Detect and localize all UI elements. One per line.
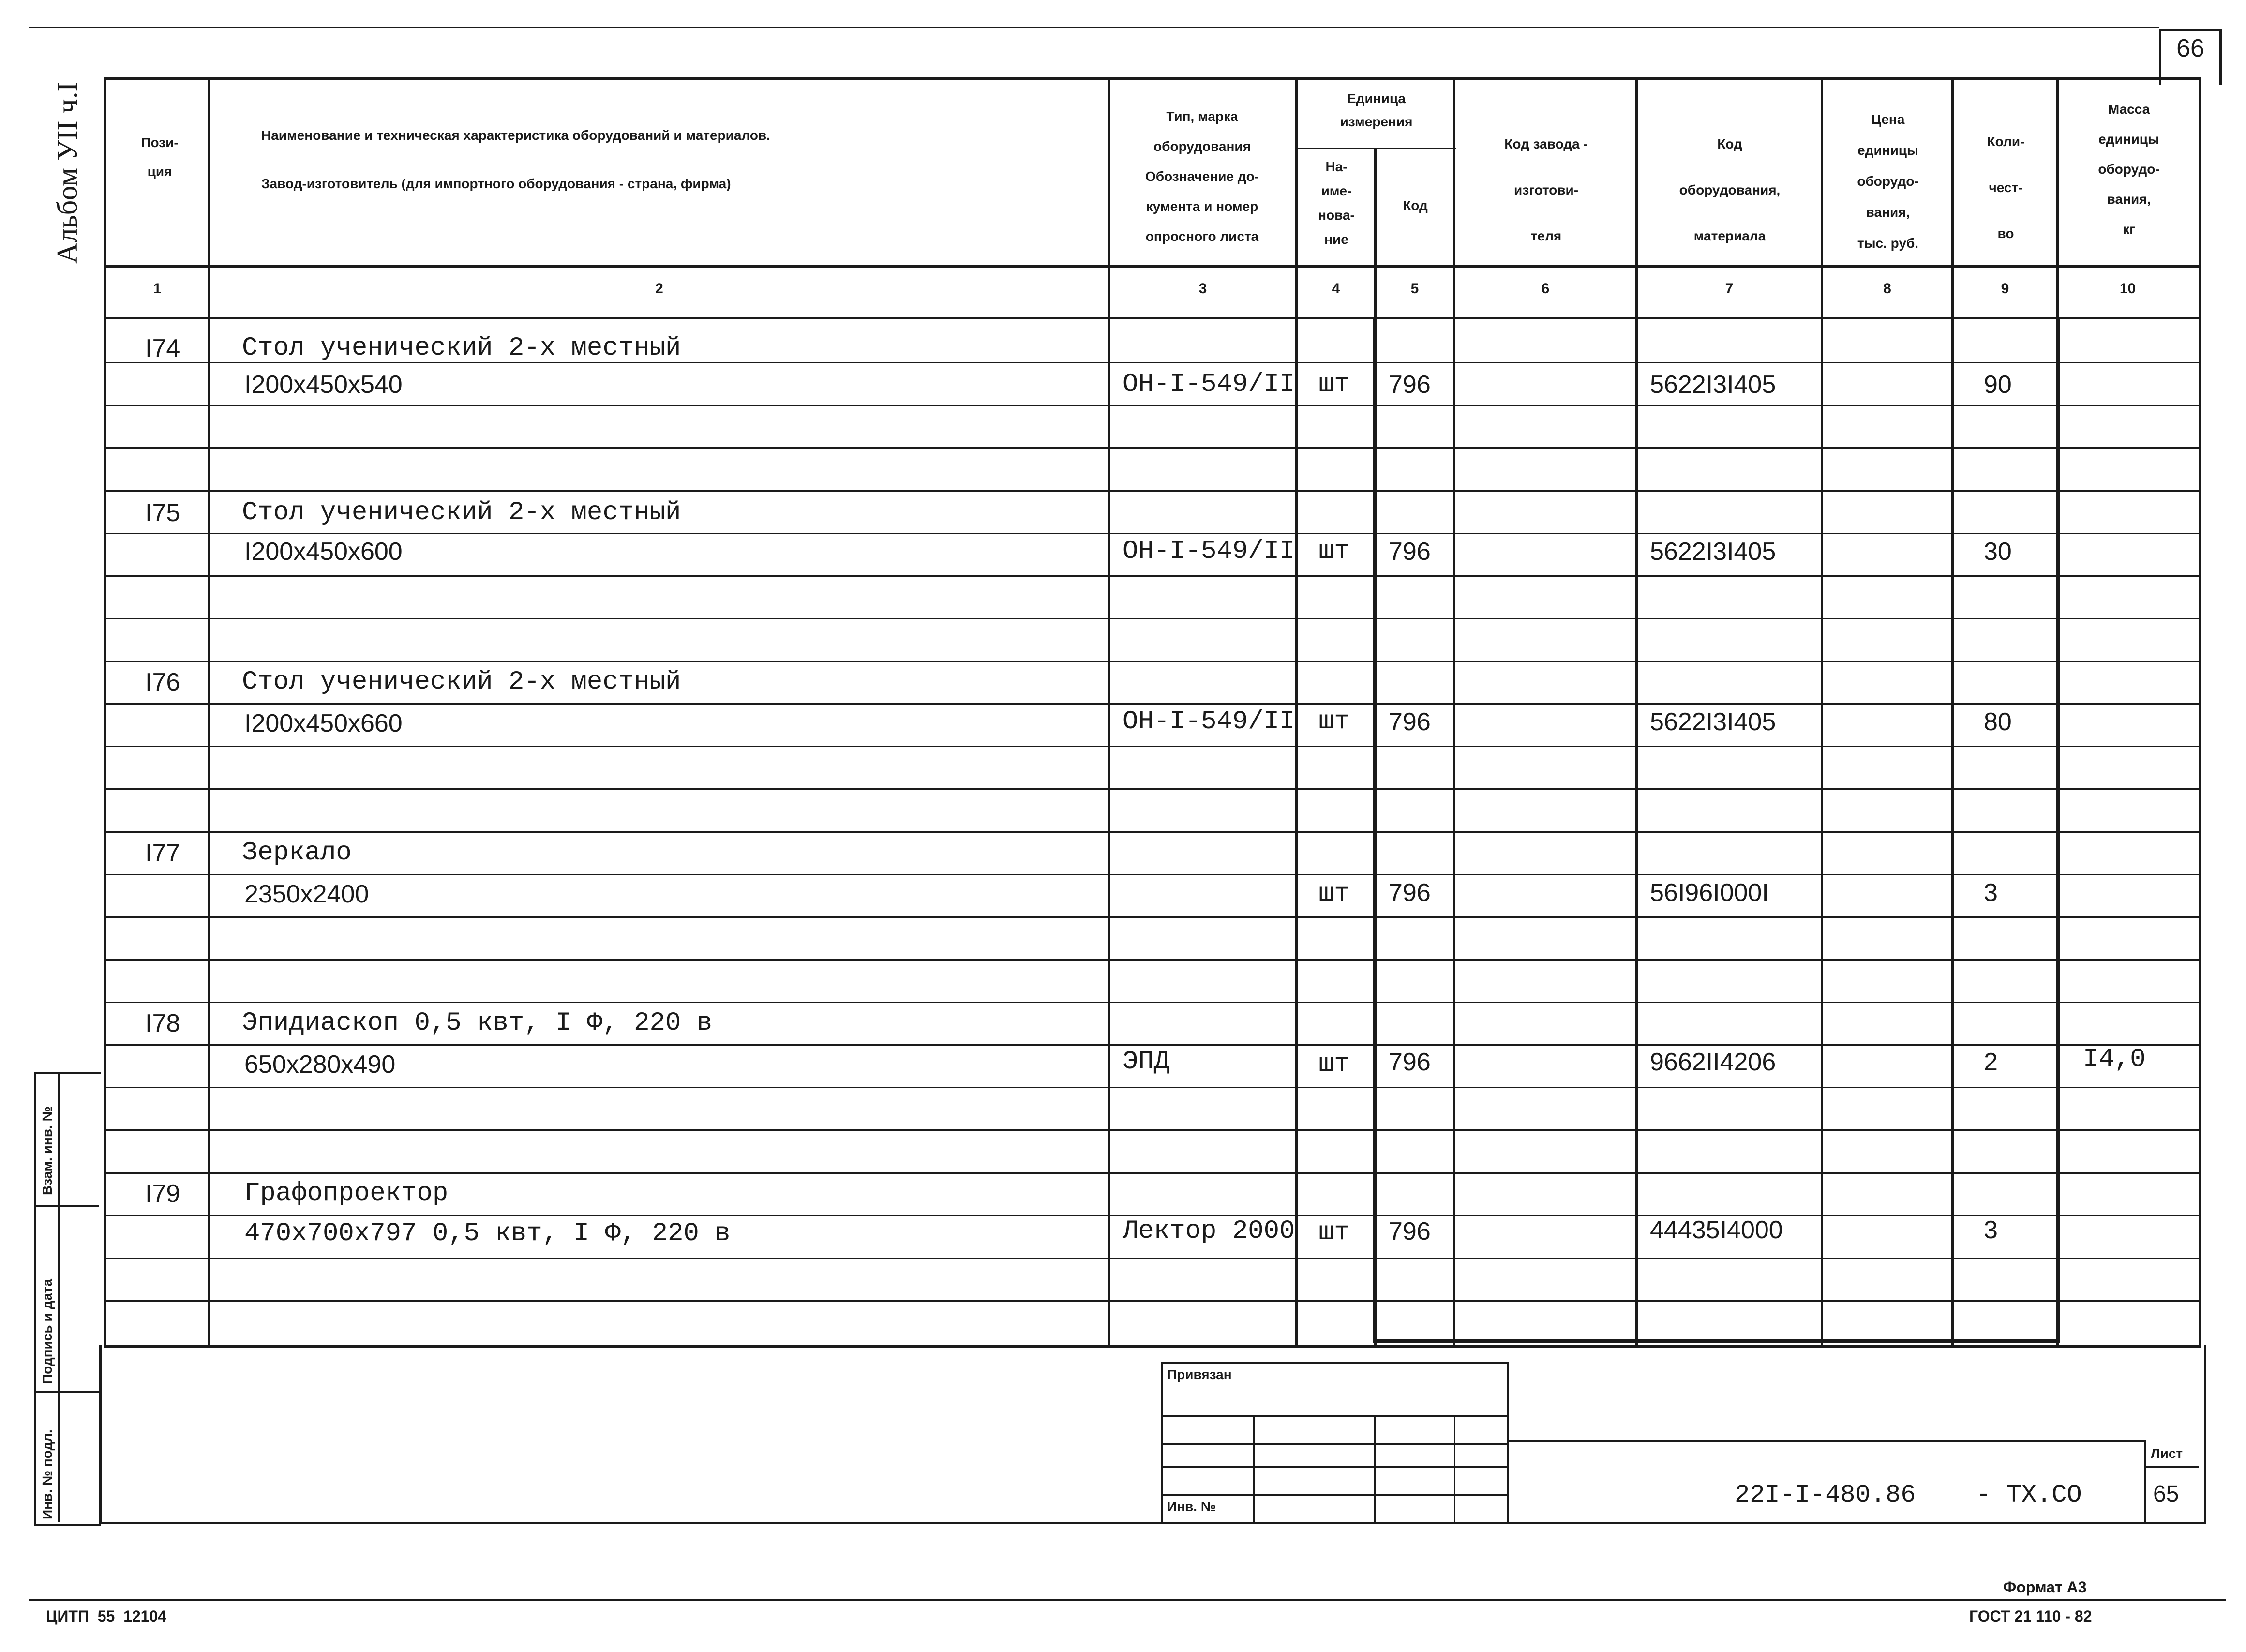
bound-col-1 (1253, 1415, 1255, 1522)
bold-box-bottom (1373, 1339, 2060, 1343)
row-quantity: 3 (1984, 1216, 1998, 1244)
col-line-5 (1453, 77, 1455, 1345)
album-label: Альбом УII ч.I (51, 82, 83, 264)
col-number-3: 3 (1198, 281, 1207, 297)
row-position: I75 (145, 499, 180, 527)
row-position: I79 (145, 1180, 180, 1208)
grid-row-line (104, 746, 2199, 747)
row-name: Эпидиаскоп 0,5 квт, I Ф, 220 в (242, 1008, 713, 1038)
col-number-7: 7 (1725, 281, 1734, 297)
footer-format: Формат А3 (2003, 1578, 2087, 1596)
grid-row-line (104, 1087, 2199, 1088)
grid-row-line (104, 916, 2199, 918)
row-unit: шт (1318, 707, 1350, 736)
grid-row-line (104, 1300, 2199, 1302)
side-stamp-line (34, 1391, 99, 1393)
sheet-label: Лист (2151, 1446, 2183, 1461)
inv-label: Инв. № (1167, 1499, 1216, 1514)
bound-col-3 (1454, 1415, 1455, 1522)
row-equip-code: 5622I3I405 (1650, 371, 1776, 399)
row-name: Стол ученический 2-х местный (242, 333, 681, 363)
col-number-10: 10 (2119, 281, 2136, 297)
row-unit-code: 796 (1389, 879, 1431, 907)
row-name: Стол ученический 2-х местный (242, 667, 681, 697)
row-unit-code: 796 (1389, 1217, 1431, 1246)
header-position: Пози- ция (141, 135, 179, 179)
grid-row-line (104, 703, 2199, 705)
row-unit: шт (1318, 1050, 1350, 1079)
top-line (29, 27, 2159, 28)
grid-row-line (104, 1129, 2199, 1131)
bound-label: Привязан (1167, 1367, 1232, 1382)
row-position: I78 (145, 1009, 180, 1037)
unit-subheader-line (1297, 148, 1456, 149)
row-unit-code: 796 (1389, 371, 1431, 399)
col-line-6 (1635, 77, 1638, 1345)
row-spec: 2350x2400 (244, 880, 369, 908)
row-position: I74 (145, 334, 180, 362)
grid-row-line (104, 490, 2199, 492)
row-type: ОН-I-549/II (1123, 370, 1295, 399)
header-unit-code: Код (1403, 198, 1428, 213)
grid-row-line (104, 788, 2199, 790)
col-number-8: 8 (1883, 281, 1891, 297)
row-position: I76 (145, 668, 180, 696)
col-number-4: 4 (1332, 281, 1340, 297)
grid-row-line (104, 959, 2199, 961)
grid-row-line (104, 1258, 2199, 1259)
row-equip-code: 5622I3I405 (1650, 708, 1776, 736)
table-top-line (104, 77, 2201, 80)
title-block-top (1507, 1440, 2144, 1442)
header-unit-name: На- име- нова- ние (1318, 159, 1355, 247)
col-number-1: 1 (153, 281, 162, 297)
col-line-1 (208, 77, 210, 1345)
row-type: Лектор 2000 (1123, 1216, 1295, 1246)
grid-row-line (104, 533, 2199, 534)
bound-col-2 (1374, 1415, 1376, 1522)
grid-row-line (104, 1044, 2199, 1046)
row-spec: 470x700x797 0,5 квт, I Ф, 220 в (244, 1219, 731, 1248)
row-name: Стол ученический 2-х местный (242, 498, 681, 527)
header-qty: Коли- чест- во (1987, 134, 2025, 241)
document-code: 22I-I-480.86 - ТХ.СО (1735, 1481, 2082, 1509)
grid-row-line (104, 661, 2199, 662)
row-unit: шт (1318, 370, 1350, 399)
header-bottom-line (104, 265, 2201, 268)
footer-line (29, 1599, 2226, 1601)
row-quantity: 90 (1984, 371, 2012, 399)
header-type: Тип, марка оборудования Обозначение до- кумента и номер опросного листа (1145, 109, 1259, 244)
row-equip-code: 56I96I000I (1650, 879, 1769, 907)
sheet-number: 65 (2153, 1481, 2179, 1507)
col-number-6: 6 (1541, 281, 1550, 297)
row-quantity: 30 (1984, 538, 2012, 566)
page-number: 66 (2176, 34, 2204, 62)
col-line-3 (1295, 77, 1298, 1345)
row-unit-code: 796 (1389, 538, 1431, 566)
side-stamp-line (34, 1205, 99, 1207)
grid-row-line (104, 874, 2199, 875)
bold-box-left (1373, 317, 1377, 1343)
row-spec: 650x280x490 (244, 1051, 396, 1079)
grid-row-line (104, 1002, 2199, 1003)
sheet-label-line (2144, 1466, 2199, 1468)
col-line-2 (1108, 77, 1110, 1345)
row-equip-code: 44435I4000 (1650, 1216, 1783, 1244)
side-stamp-divider (58, 1072, 60, 1522)
footer-gost: ГОСТ 21 110 - 82 (1969, 1607, 2092, 1625)
row-equip-code: 9662II4206 (1650, 1048, 1776, 1076)
grid-row-line (104, 405, 2199, 406)
row-name: Зеркало (242, 838, 352, 868)
side-stamp-replace-inv: Взам. инв. № (40, 1106, 55, 1195)
row-type: ОН-I-549/II (1123, 537, 1295, 566)
footer-print-code: ЦИТП 55 12104 (46, 1607, 167, 1625)
row-mass: I4,0 (2083, 1045, 2146, 1074)
number-row-bottom-line (104, 317, 2201, 319)
col-line-8 (1951, 77, 1954, 1345)
row-quantity: 2 (1984, 1048, 1998, 1076)
side-stamp-signature-date: Подпись и дата (40, 1279, 55, 1384)
grid-row-line (104, 447, 2199, 449)
col-number-9: 9 (2001, 281, 2009, 297)
col-number-2: 2 (655, 281, 663, 297)
row-unit: шт (1318, 1218, 1350, 1247)
row-position: I77 (145, 839, 180, 867)
header-name: Наименование и техническая характеристика оборудований и материалов. Завод-изготовитель (для импортного оборудования - страна, фирма) (261, 128, 770, 191)
col-number-5: 5 (1410, 281, 1419, 297)
grid-row-line (104, 831, 2199, 833)
header-unit: Единица измерения (1340, 91, 1413, 129)
row-type: ЭПД (1123, 1047, 1170, 1077)
header-equip-code: Код оборудования, материала (1679, 136, 1781, 243)
header-mass: Масса единицы оборудо- вания, кг (2098, 102, 2160, 237)
row-unit: шт (1318, 879, 1350, 909)
bold-box-right (2056, 317, 2060, 1343)
row-unit-code: 796 (1389, 1048, 1431, 1076)
row-type: ОН-I-549/II (1123, 707, 1295, 736)
row-equip-code: 5622I3I405 (1650, 538, 1776, 566)
row-spec: I200x450x600 (244, 538, 403, 566)
grid-row-line (104, 575, 2199, 577)
grid-row-line (104, 1172, 2199, 1174)
col-line-7 (1821, 77, 1823, 1345)
row-quantity: 80 (1984, 708, 2012, 736)
row-spec: I200x450x540 (244, 371, 403, 399)
row-quantity: 3 (1984, 879, 1998, 907)
row-spec: I200x450x660 (244, 709, 403, 737)
row-unit: шт (1318, 537, 1350, 566)
header-factory-code: Код завода - изготови- теля (1504, 136, 1588, 243)
row-unit-code: 796 (1389, 708, 1431, 736)
row-name: Графопроектор (244, 1179, 449, 1208)
header-price: Цена единицы оборудо- вания, тыс. руб. (1857, 112, 1919, 251)
grid-row-line (104, 618, 2199, 619)
side-stamp-original-inv: Инв. № подл. (40, 1429, 55, 1519)
